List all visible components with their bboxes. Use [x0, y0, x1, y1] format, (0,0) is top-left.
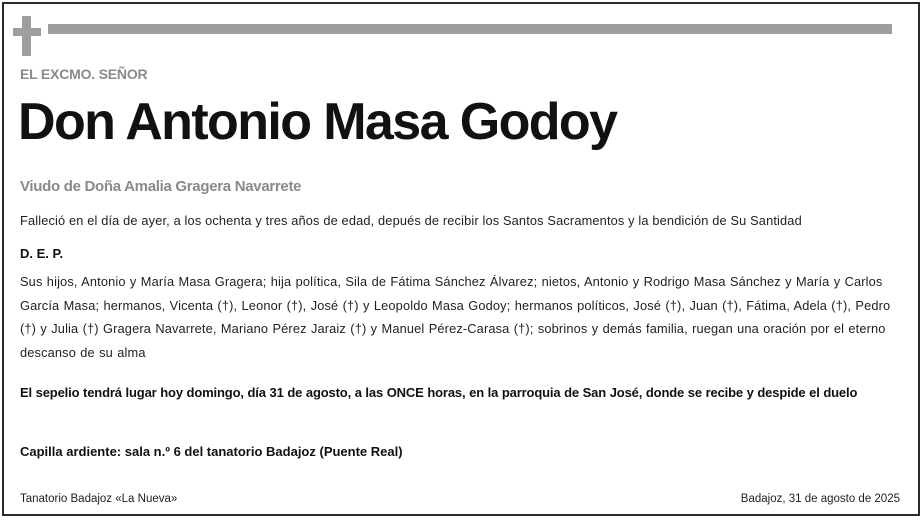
burial-paragraph: El sepelio tendrá lugar hoy domingo, día 31 de agosto, a las ONCE horas, en la parroquia de San José, donde se recibe y despide el duelo: [20, 385, 858, 400]
obituary-notice: [2, 2, 920, 516]
deceased-name: Don Antonio Masa Godoy: [18, 93, 617, 151]
family-paragraph: Sus hijos, Antonio y María Masa Gragera; hija política, Sila de Fátima Sánchez Álvarez; nietos, Antonio y Rodrigo Masa Sánchez y María y Carlos García Masa; hermanos, Vicenta (†), Leonor (†), José (†) y Leopoldo Masa Godoy; hermanos políticos, José (†), Juan (†), Fátima, Adela (†), Pedro (†) y Julia (†) Gragera Navarrete, Mariano Pérez Jaraiz (†) y Manuel Pérez-Carasa (†); sobrinos y demás familia, ruegan una oración por el eterno descanso de su alma: [20, 274, 891, 360]
death-announcement: Falleció en el día de ayer, a los ochenta y tres años de edad, depués de recibir los Santos Sacramentos y la bendición de Su Santidad: [20, 213, 802, 228]
chapel-paragraph: Capilla ardiente: sala n.º 6 del tanatorio Badajoz (Puente Real): [20, 444, 403, 459]
honorific-overline: EL EXCMO. SEÑOR: [20, 66, 148, 82]
widower-of-line: Viudo de Doña Amalia Gragera Navarrete: [20, 178, 302, 195]
latin-cross-icon: [13, 16, 41, 56]
place-and-date: Badajoz, 31 de agosto de 2025: [740, 493, 900, 505]
header-rule: [48, 24, 892, 34]
funeral-home-name: Tanatorio Badajoz «La Nueva»: [20, 493, 178, 505]
rip-label: D. E. P.: [20, 246, 64, 261]
